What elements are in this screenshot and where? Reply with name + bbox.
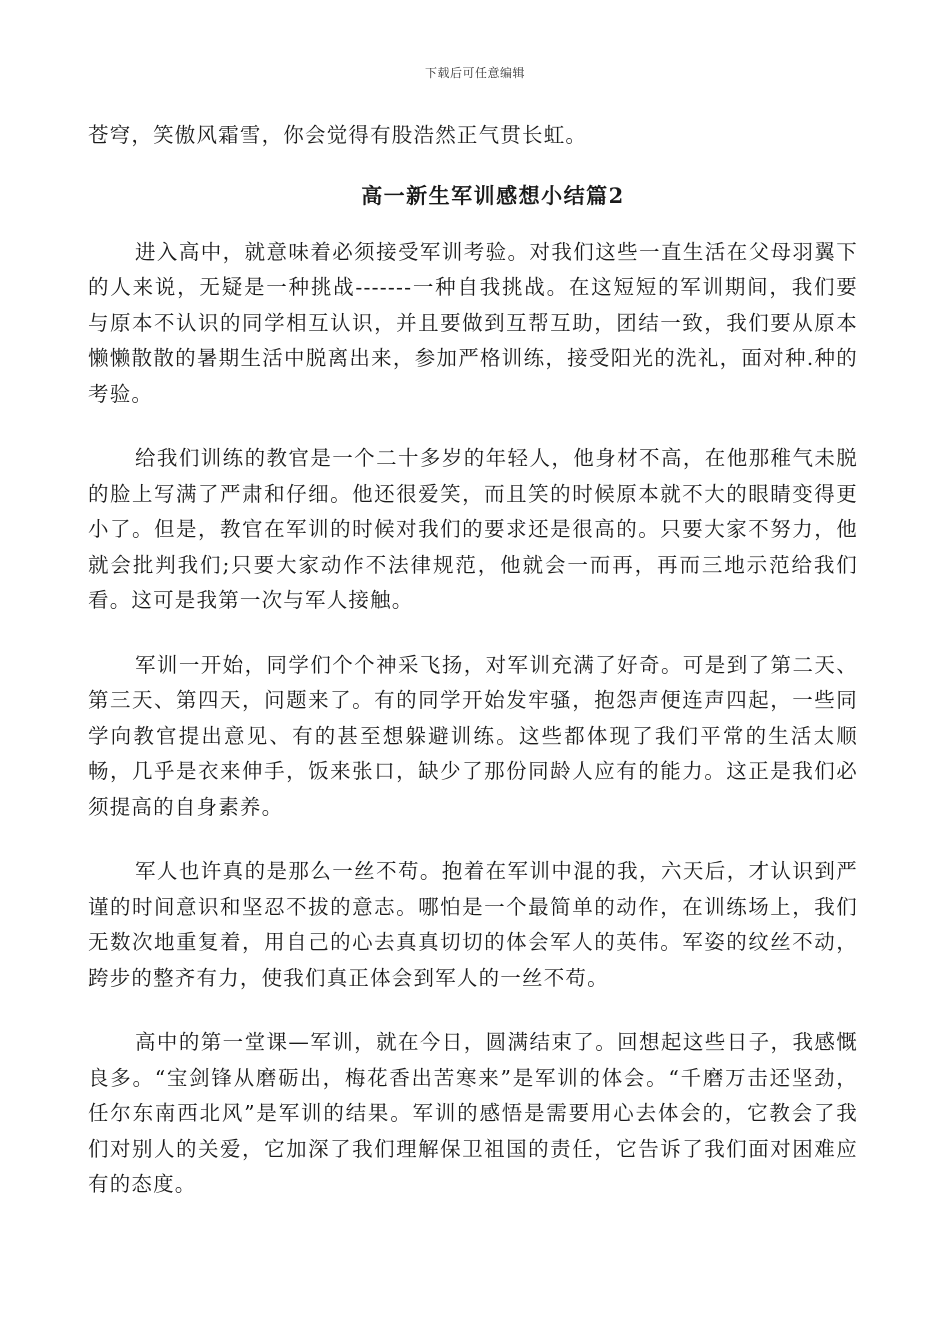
paragraph-spacer <box>88 412 858 441</box>
header-note: 下载后可任意编辑 <box>424 66 525 80</box>
paragraph-2: 给我们训练的教官是一个二十多岁的年轻人，他身材不高，在他那稚气未脱的脸上写满了严肃和仔细。他还很爱笑，而且笑的时候原本就不大的眼睛变得更小了。但是，教官在军训的时候对我们的要求还是很高的。只要大家不努力，他就会批判我们;只要大家动作不法律规范，他就会一而再，再而三地示范给我们看。这可是我第一次与军人接触。 <box>88 446 858 612</box>
paragraph-spacer <box>88 825 858 854</box>
section-title: 高一新生军训感想小结篇2 <box>361 182 625 208</box>
paragraph-4: 军人也许真的是那么一丝不苟。抱着在军训中混的我，六天后，才认识到严谨的时间意识和坚忍不拔的意志。哪怕是一个最简单的动作，在训练场上，我们无数次地重复着，用自己的心去真真切切的体会军人的英伟。军姿的纹丝不动，跨步的整齐有力，使我们真正体会到军人的一丝不苟。 <box>88 859 858 990</box>
paragraph-1: 进入高中，就意味着必须接受军训考验。对我们这些一直生活在父母羽翼下的人来说，无疑是一种挑战-------一种自我挑战。在这短短的军训期间，我们要与原本不认识的同学相互认识，并且要做到互帮互助，团结一致，我们要从原本懒懒散散的暑期生活中脱离出来，参加严格训练，接受阳光的洗礼，面对种.种的考验。 <box>88 239 858 406</box>
paragraph-5: 高中的第一堂课—军训，就在今日，圆满结束了。回想起这些日子，我感慨良多。“宝剑锋从磨砺出，梅花香出苦寒来”是军训的体会。“千磨万击还坚劲，任尔东南西北风”是军训的结果。军训的感悟是需要用心去体会的，它教会了我们对别人的关爱，它加深了我们理解保卫祖国的责任，它告诉了我们面对困难应有的态度。 <box>88 1030 858 1196</box>
paragraph-3: 军训一开始，同学们个个神采飞扬，对军训充满了好奇。可是到了第二天、第三天、第四天，问题来了。有的同学开始发牢骚，抱怨声便连声四起，一些同学向教官提出意见、有的甚至想躲避训练。这些都体现了我们平常的生活太顺畅，几乎是衣来伸手，饭来张口，缺少了那份同龄人应有的能力。这正是我们必须提高的自身素养。 <box>88 652 858 819</box>
paragraph-spacer <box>88 619 858 648</box>
document-body <box>88 118 858 1203</box>
paragraph-spacer <box>88 996 858 1025</box>
continued-paragraph: 苍穹，笑傲风霜雪，你会觉得有股浩然正气贯长虹。 <box>88 123 588 147</box>
